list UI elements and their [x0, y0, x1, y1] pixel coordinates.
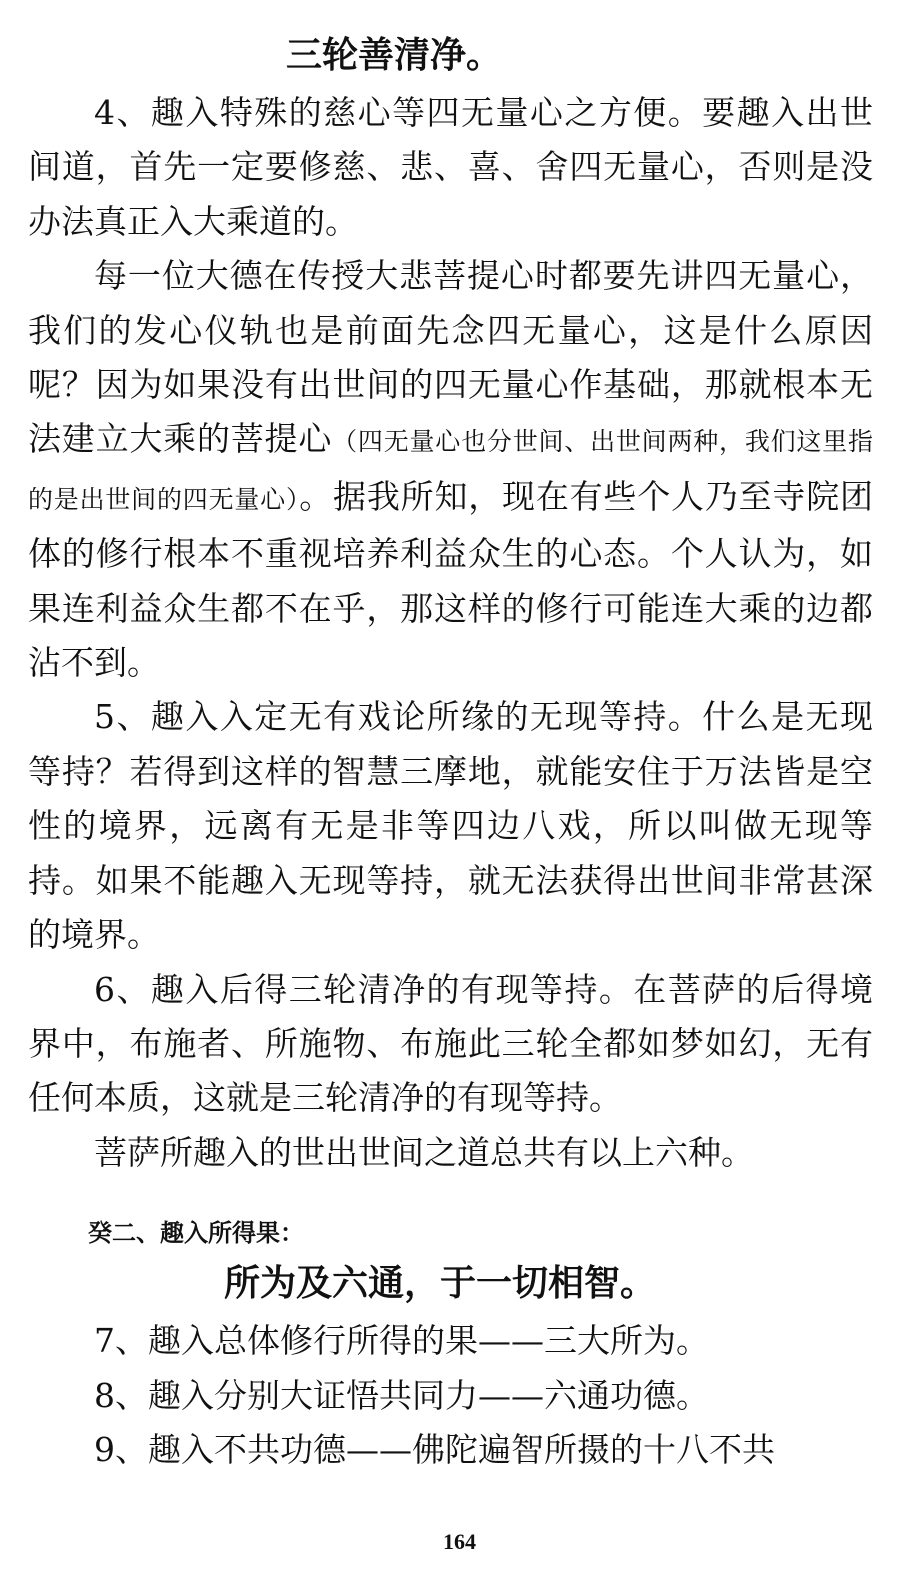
paragraph-text: 每一位大德在传授大悲菩提心时都要先讲四无量心，我们的发心仪轨也是前面先念四无量心，这是什么原因呢？因为如果没有出世间的四无量心作基础，那就根本无法建立大乘的菩提心 [28, 256, 873, 459]
paragraph-4: 4、趣入特殊的慈心等四无量心之方便。要趣入出世间道，首先一定要修慈、悲、喜、舍四无量心，否则是没办法真正入大乘道的。 [28, 93, 873, 241]
paragraph-text-after: 。据我所知，现在有些个人乃至寺院团体的修行根本不重视培养利益众生的心态。个人认为，如果连利益众生都不在乎，那这样的修行可能连大乘的边都沾不到。 [28, 476, 873, 683]
paragraph-great-masters [28, 249, 873, 690]
paragraph-note: （四无量心也分世间、出世间两种，我们这里指的是出世间的四无量心） [28, 427, 873, 514]
page-number: 164 [443, 1529, 476, 1554]
verse-line-bottom: 所为及六通，于一切相智。 [224, 1263, 657, 1305]
paragraph-6: 6、趣入后得三轮清净的有现等持。在菩萨的后得境界中，布施者、所施物、布施此三轮全都如梦如幻，无有任何本质，这就是三轮清净的有现等持。 [28, 969, 873, 1118]
verse-line-top: 三轮善清净。 [286, 35, 503, 76]
item-7: 7、趣入总体修行所得的果——三大所为。 [94, 1321, 709, 1361]
section-spacer [28, 1180, 873, 1210]
section-heading: 癸二、趣入所得果： [88, 1219, 304, 1248]
item-8: 8、趣入分别大证悟共同力——六通功德。 [94, 1375, 709, 1415]
page-content [28, 26, 873, 1477]
paragraph-5: 5、趣入入定无有戏论所缘的无现等持。什么是无现等持？若得到这样的智慧三摩地，就能安住于万法皆是空性的境界，远离有无是非等四边八戏，所以叫做无现等持。如果不能趣入无现等持，就无法获得出世间非常甚深的境界。 [28, 697, 873, 955]
paragraph-summary: 菩萨所趣入的世出世间之道总共有以上六种。 [94, 1132, 754, 1172]
item-9: 9、趣入不共功德——佛陀遍智所摄的十八不共 [94, 1429, 775, 1469]
